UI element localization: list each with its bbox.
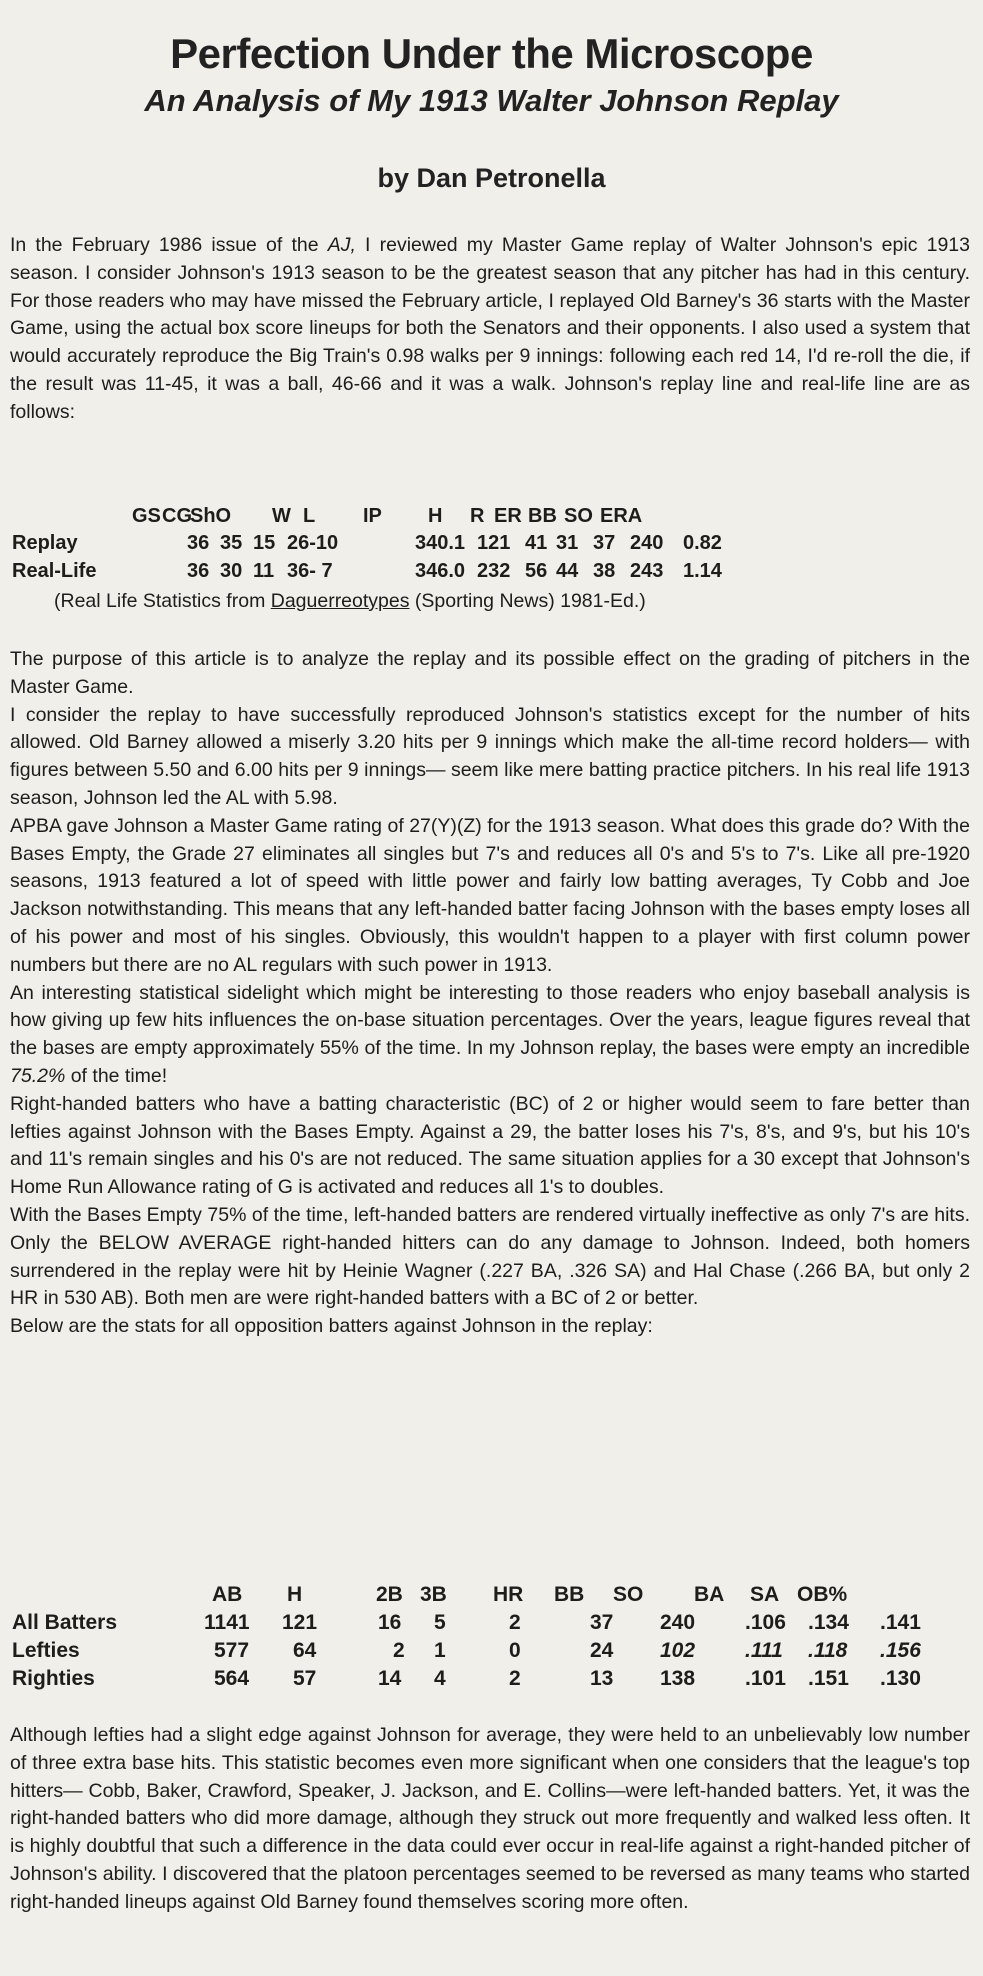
batting-cell: 1 (434, 1639, 446, 1662)
batting-cell: 2 (509, 1611, 521, 1634)
batting-cell: 16 (378, 1611, 402, 1634)
batting-header: AB (212, 1583, 243, 1606)
pitching-cell: 11 (253, 560, 275, 582)
batting-cell: 138 (660, 1667, 696, 1690)
batting-row-label: Righties (12, 1667, 95, 1690)
pitching-cell: 36- 7 (287, 560, 333, 582)
pitching-header: IP (363, 505, 382, 527)
pitching-cell: 37 (593, 532, 616, 554)
intro-text-rest: I reviewed my Master Game replay of Walter Johnson's epic 1913 season. I consider Johnson's 1913 season to be the greatest season that any pitcher has had in this century. For those readers who may have missed the February article, I replayed Old Barney's 36 starts with the Master Game, using the actual box score lineups for both the Senators and their opponents. I also used a system that would accurately reproduce the Big Train's 0.98 walks per 9 innings: following each red 14, I'd re-roll the die, if the result was 11-45, it was a ball, 46-66 and it was a walk. Johnson's replay line and real-life line are as follows: (10, 234, 970, 423)
pitching-cell: 232 (477, 560, 511, 582)
batting-cell: 121 (282, 1611, 318, 1634)
batting-cell: 57 (293, 1667, 317, 1690)
batting-header: OB% (797, 1583, 848, 1606)
pitching-cell: 346.0 (415, 560, 466, 582)
batting-cell: 102 (660, 1639, 696, 1662)
magazine-name: AJ, (327, 234, 356, 256)
batting-cell: 37 (590, 1611, 614, 1634)
pitching-cell: 240 (630, 532, 664, 554)
empty-bases-pct: 75.2% (10, 1064, 66, 1087)
pitching-cell: 36 (187, 560, 210, 582)
pitching-header: L (303, 505, 316, 527)
pitching-header: H (428, 505, 443, 527)
batting-cell: .134 (808, 1611, 849, 1634)
pitching-cell: 44 (556, 560, 579, 582)
article-title: Perfection Under the Microscope (170, 30, 813, 77)
article-body-closing (10, 1722, 970, 1917)
body-paragraph: An interesting statistical sidelight which might be interesting to those readers who enjoy baseball analysis is how giving up few hits influences the on-base situation percentages. Over the years, league figures reveal that the bases are empty approximately 55% of the time. In my Johnson replay, the bases were empty an incredible 75.2% of the time! (10, 981, 970, 1087)
batting-cell: 577 (214, 1639, 250, 1662)
pitching-cell: 15 (253, 532, 276, 554)
body-paragraph: APBA gave Johnson a Master Game rating of 27(Y)(Z) for the 1913 season. What does this grade do? With the Bases Empty, the Grade 27 eliminates all singles but 7's and reduces all 0's and 5's to 7's. Like all pre-1920 seasons, 1913 featured a lot of speed with little power and fairly low batting averages, Ty Cobb and Joe Jackson notwithstanding. This means that any left-handed batter facing Johnson with the bases empty loses all of his power and most of his singles. Obviously, this wouldn't happen to a player with first column power numbers but there are no AL regulars with such power in 1913. (10, 814, 970, 976)
pitching-cell: 340.1 (415, 532, 466, 554)
batting-cell: .118 (808, 1639, 848, 1662)
batting-cell: .101 (745, 1667, 786, 1690)
pitching-cell: 243 (630, 560, 664, 582)
pitching-header: W (272, 505, 291, 527)
batting-cell: .111 (745, 1639, 783, 1662)
pitching-cell: 1.14 (683, 560, 722, 582)
pitching-cell: 30 (220, 560, 243, 582)
pitching-cell: 26-10 (287, 532, 339, 554)
stats-source-note: (Real Life Statistics from Daguerreotypes (Sporting News) 1981-Ed.) (54, 590, 646, 612)
batting-cell: .151 (808, 1667, 849, 1690)
batting-header: 2B (376, 1583, 403, 1606)
pitching-cell: 121 (477, 532, 511, 554)
batting-cell: 1141 (204, 1611, 250, 1634)
batting-header: HR (493, 1583, 524, 1606)
batting-cell: 564 (214, 1667, 250, 1690)
batting-cell: 5 (434, 1611, 446, 1634)
batting-cell: 64 (293, 1639, 317, 1662)
batting-cell: 240 (660, 1611, 696, 1634)
batting-row-label: All Batters (12, 1611, 118, 1634)
body-paragraph: I consider the replay to have successfully reproduced Johnson's statistics except for the number of hits allowed. Old Barney allowed a miserly 3.20 hits per 9 innings which make the all-time record holders— with figures between 5.50 and 6.00 hits per 9 innings— seem like mere batting practice pitchers. In his real life 1913 season, Johnson led the AL with 5.98. (10, 703, 970, 809)
pitching-cell: 36 (187, 532, 210, 554)
batting-cell: .141 (880, 1611, 921, 1634)
pitching-cell: 0.82 (683, 532, 722, 554)
batting-header: H (287, 1583, 303, 1606)
batting-header: BA (694, 1583, 725, 1606)
pitching-header: SO (564, 505, 593, 527)
body-paragraph: The purpose of this article is to analyze the replay and its possible effect on the grading of pitchers in the Master Game. (10, 648, 970, 698)
pitching-row-label: Real-Life (12, 560, 97, 582)
pitching-cell: 38 (593, 560, 616, 582)
pitching-header: ERA (600, 505, 643, 527)
batting-cell: 4 (434, 1667, 446, 1690)
pitching-row-label: Replay (12, 532, 78, 554)
batting-row-label: Lefties (12, 1639, 80, 1662)
pitching-header: GS (132, 505, 161, 527)
batting-header: 3B (420, 1583, 447, 1606)
pitching-header: ER (494, 505, 522, 527)
body-paragraph: Right-handed batters who have a batting characteristic (BC) of 2 or higher would seem to fare better than lefties against Johnson with the Bases Empty. Against a 29, the batter loses his 7's, 8's, and 9's, but his 10's and 11's remain singles and his 0's are not reduced. The same situation applies for a 30 except that Johnson's Home Run Allowance rating of G is activated and reduces all 1's to doubles. (10, 1092, 970, 1199)
batting-header: SA (750, 1583, 780, 1606)
book-title: Daguerreotypes (270, 590, 410, 612)
pitching-cell: 35 (220, 532, 243, 554)
batting-cell: .156 (880, 1639, 921, 1662)
pitching-header: R (470, 505, 485, 527)
body-paragraph: Although lefties had a slight edge against Johnson for average, they were held to an unbelievably low number of three extra base hits. This statistic becomes even more significant when one considers that the league's top hitters— Cobb, Baker, Crawford, Speaker, J. Jackson, and E. Collins—were left-handed batters. Yet, it was the right-handed batters who did more damage, although they struck out more frequently and walked less often. It is highly doubtful that such a difference in the data could ever occur in real-life against a right-handed pitcher of Johnson's ability. I discovered that the platoon percentages seemed to be reversed as many teams who started right-handed lineups against Old Barney found themselves scoring more often. (10, 1724, 970, 1913)
pitching-cell: 56 (525, 560, 548, 582)
body-paragraph: With the Bases Empty 75% of the time, left-handed batters are rendered virtually ineffective as only 7's are hits. Only the BELOW AVERAGE right-handed hitters can do any damage to Johnson. Indeed, both homers surrendered in the replay were hit by Heinie Wagner (.227 BA, .326 SA) and Hal Chase (.266 BA, but only 2 HR in 530 AB). Both men are were right-handed batters with a BC of 2 or better. (10, 1203, 970, 1310)
pitching-header: ShO (190, 505, 232, 527)
body-paragraph: Below are the stats for all opposition batters against Johnson in the replay: (10, 1315, 653, 1338)
pitching-cell: 31 (556, 532, 579, 554)
batting-cell: .106 (745, 1611, 786, 1634)
batting-cell: 14 (378, 1667, 402, 1690)
batting-header: SO (613, 1583, 644, 1606)
article-subtitle: An Analysis of My 1913 Walter Johnson Replay (144, 83, 839, 118)
batting-header: BB (554, 1583, 585, 1606)
batting-cell: 13 (590, 1667, 614, 1690)
batting-cell: 0 (509, 1639, 521, 1662)
pitching-cell: 41 (525, 532, 548, 554)
article-byline: by Dan Petronella (377, 163, 606, 193)
batting-cell: 2 (509, 1667, 521, 1690)
batting-cell: 2 (393, 1639, 405, 1662)
intro-text-start: In the February 1986 issue of the (10, 234, 328, 256)
batting-cell: .130 (880, 1667, 921, 1690)
pitching-header: CG (162, 505, 192, 527)
pitching-header: BB (528, 505, 557, 527)
batting-cell: 24 (590, 1639, 614, 1662)
